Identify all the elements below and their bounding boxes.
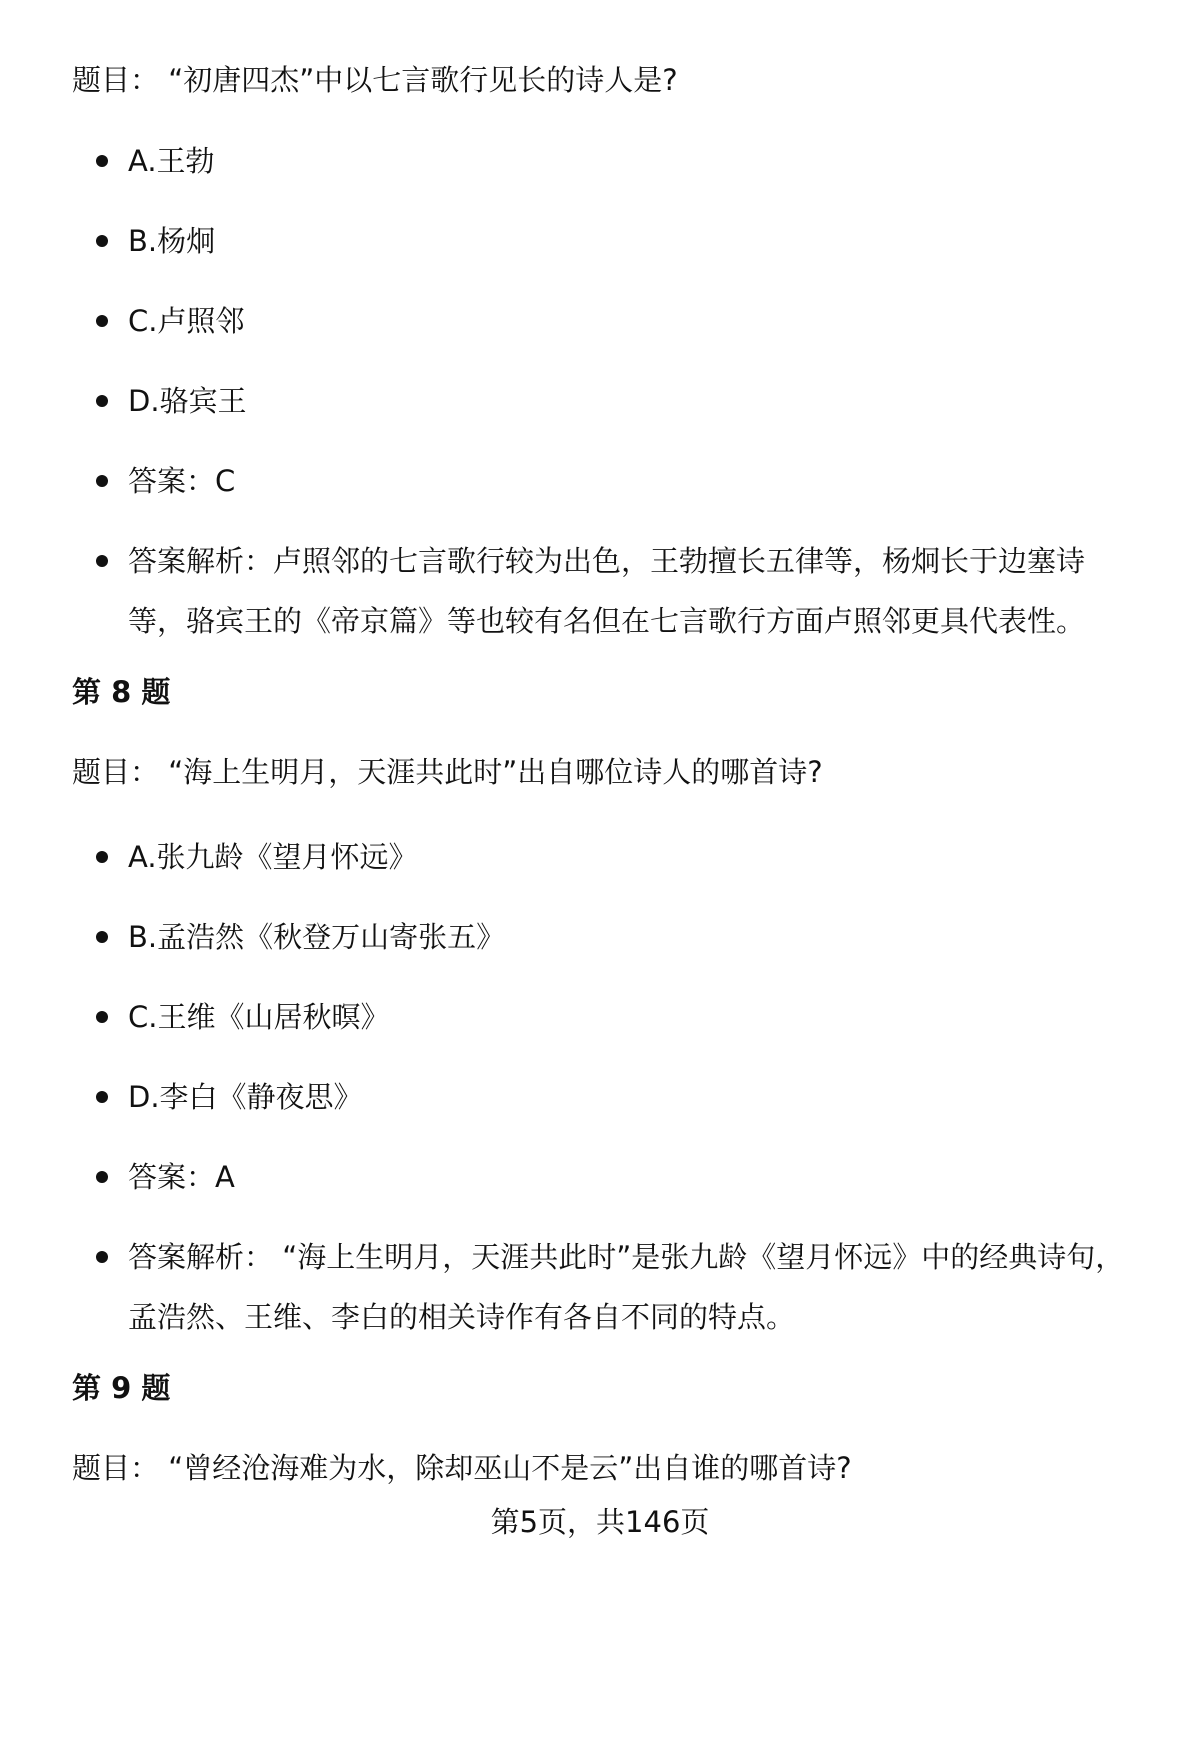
bullet-icon — [96, 1011, 108, 1023]
bullet-icon — [96, 1251, 108, 1263]
q7-explanation: 答案解析：卢照邻的七言歌行较为出色，王勃擅长五律等，杨炯长于边塞诗等，骆宾王的《帝京篇》等也较有名但在七言歌行方面卢照邻更具代表性。 — [128, 544, 1086, 638]
q8-option-d: D.李白《静夜思》 — [128, 1080, 363, 1114]
q7-option-a: A.王勃 — [128, 144, 215, 178]
bullet-icon — [96, 475, 108, 487]
bullet-icon — [96, 235, 108, 247]
question-8-heading: 第 8 题 — [72, 675, 171, 709]
question-8-text: 题目： “海上生明月，天涯共此时”出自哪位诗人的哪首诗? — [72, 755, 823, 789]
q7-option-c: C.卢照邻 — [128, 304, 245, 338]
question-7-text: 题目： “初唐四杰”中以七言歌行见长的诗人是? — [72, 63, 678, 97]
bullet-icon — [96, 155, 108, 167]
q8-option-b: B.孟浩然《秋登万山寄张五》 — [128, 920, 506, 954]
q8-explanation: 答案解析： “海上生明月，天涯共此时”是张九龄《望月怀远》中的经典诗句，孟浩然、王维、李白的相关诗作有各自不同的特点。 — [128, 1240, 1125, 1334]
page-footer: 第5页，共146页 — [490, 1505, 710, 1539]
bullet-icon — [96, 931, 108, 943]
bullet-icon — [96, 1091, 108, 1103]
bullet-icon — [96, 315, 108, 327]
q7-answer: 答案：C — [128, 464, 236, 498]
bullet-icon — [96, 851, 108, 863]
q8-option-c: C.王维《山居秋暝》 — [128, 1000, 390, 1034]
q7-option-b: B.杨炯 — [128, 224, 216, 258]
bullet-icon — [96, 395, 108, 407]
question-9-text: 题目： “曾经沧海难为水，除却巫山不是云”出自谁的哪首诗? — [72, 1451, 852, 1485]
q7-option-d: D.骆宾王 — [128, 384, 247, 418]
q8-answer: 答案：A — [128, 1160, 235, 1194]
bullet-icon — [96, 555, 108, 567]
bullet-icon — [96, 1171, 108, 1183]
question-9-heading: 第 9 题 — [72, 1371, 171, 1405]
q8-option-a: A.张九龄《望月怀远》 — [128, 840, 418, 874]
